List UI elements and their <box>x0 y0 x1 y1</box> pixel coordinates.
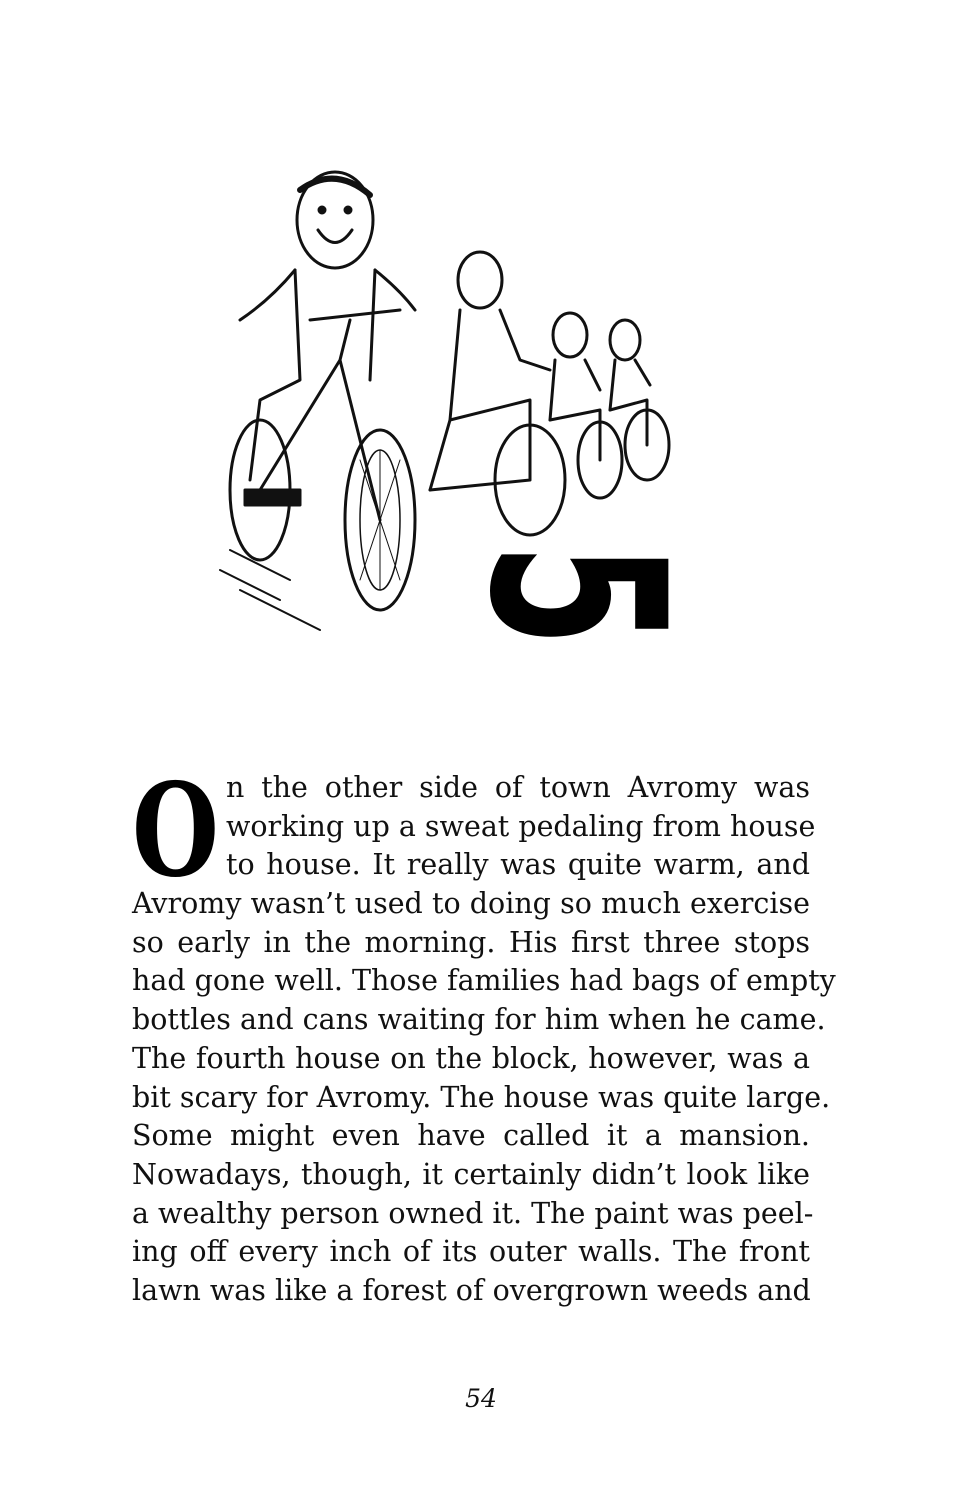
text-line: bit scary for Avromy. The house was quite large. <box>132 1080 831 1114</box>
text-line: to house. It really was quite warm, and <box>226 848 810 882</box>
text-line: The fourth house on the block, however, was a <box>132 1041 810 1075</box>
text-line: had gone well. Those families had bags of empty <box>132 964 836 998</box>
drop-cap: O <box>132 756 219 906</box>
text-line: Some might even have called it a mansion. <box>132 1119 810 1153</box>
page-number: 54 <box>465 1384 497 1413</box>
text-line: working up a sweat pedaling from house <box>226 809 816 843</box>
text-line: Avromy wasn’t used to doing so much exercise <box>132 887 810 921</box>
text-line: so early in the morning. His first three stops <box>132 925 810 959</box>
chapter-number <box>435 540 715 650</box>
text-line: bottles and cans waiting for him when he came. <box>132 1003 826 1037</box>
text-line: ing off every inch of its outer walls. The front <box>132 1235 810 1269</box>
body-paragraph <box>132 756 836 1311</box>
text-line: lawn was like a forest of overgrown weeds and <box>132 1273 811 1307</box>
chapter-number-text: 5 <box>435 542 715 648</box>
text-line: Nowadays, though, it certainly didn’t look like <box>132 1157 810 1191</box>
text-line: a wealthy person owned it. The paint was peel- <box>132 1196 814 1230</box>
text-line: n the other side of town Avromy was <box>226 771 810 804</box>
